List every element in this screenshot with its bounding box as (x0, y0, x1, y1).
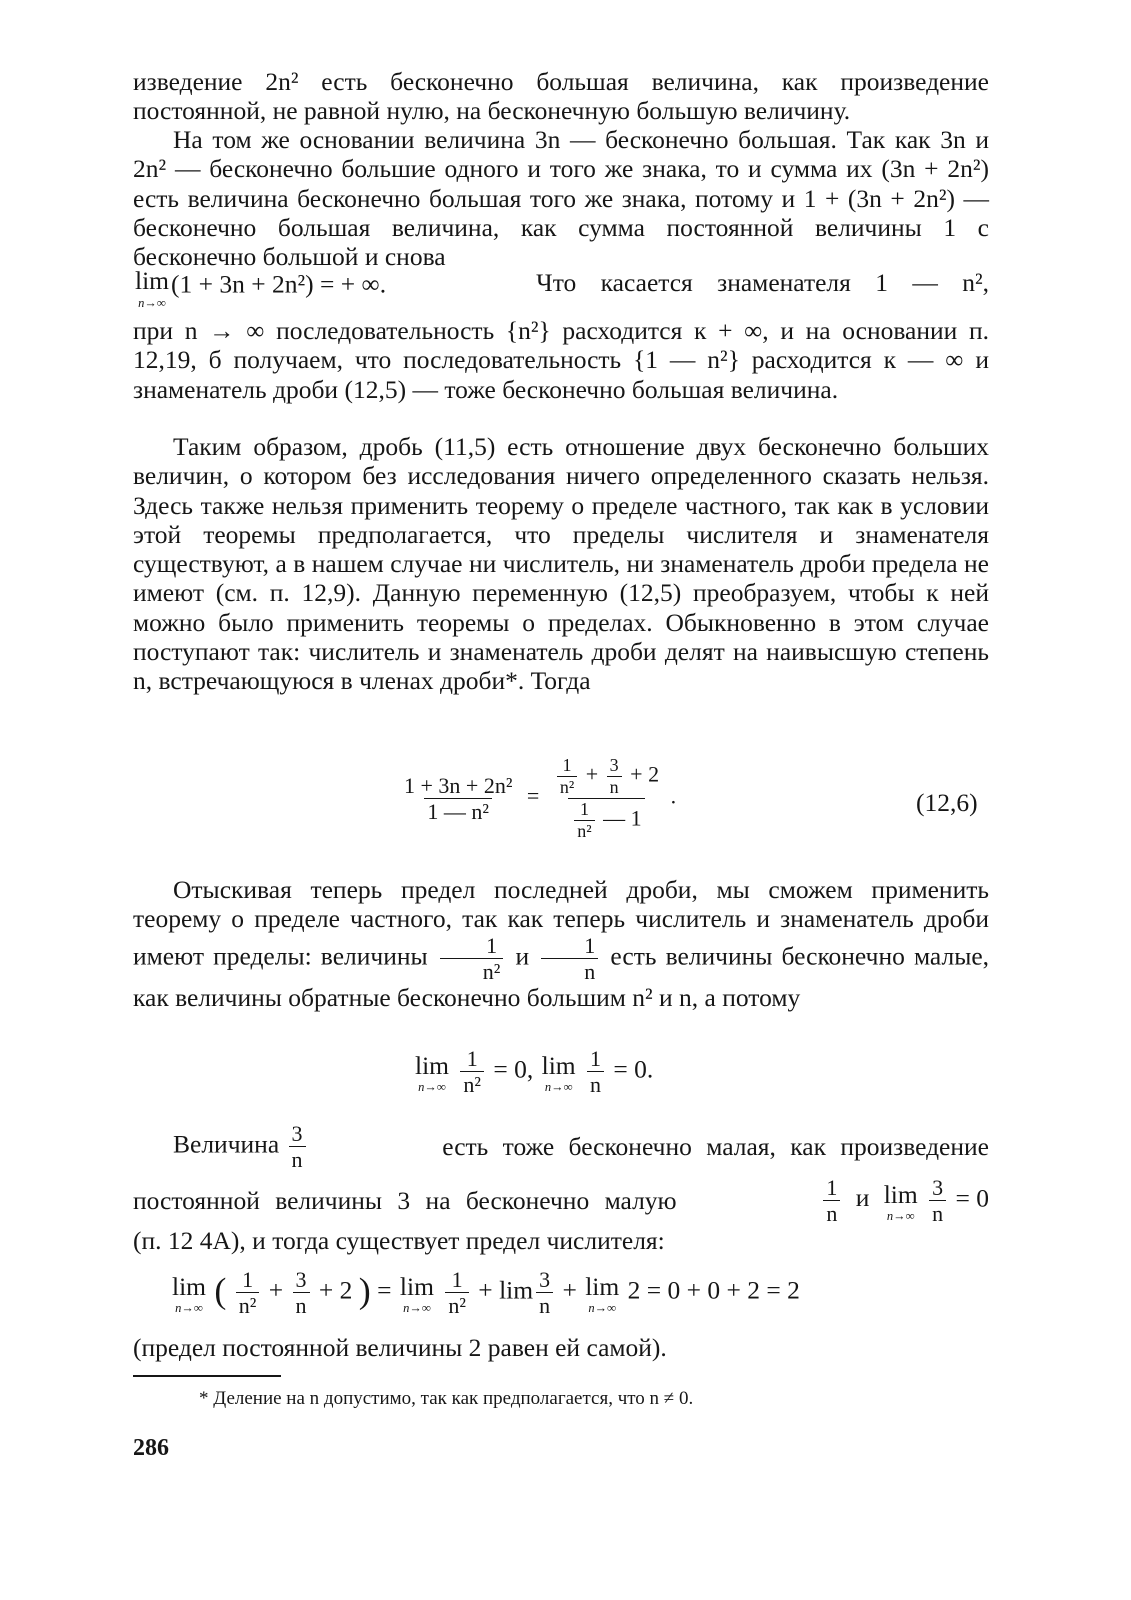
rhs-fraction: $\frac{1}{\text{n²}}$ + $\frac{3}{n}$ + 2 $\frac{1}{\text{n²}}$ — 1 (551, 756, 662, 841)
equation-label: (12,6) (916, 788, 978, 817)
paragraph-2a: На том же основании величина 3n — бесконечно большая. Так как 3n и 2n² — бесконечно большие одного и того же знака, то и сумма их (3n + 2n²) есть величина бесконечно большая того же знака, потому и 1 + (3n + 2n²) — бесконечно большая величина, как сумма постоянной величины 1 с бесконечно большой и снова (133, 125, 989, 272)
paragraph-5-line-2: постоянной величины 3 на бесконечно малую $\frac{1}{n}$ и lim n→∞ $\frac{3}{n}$ = 0 (133, 1175, 989, 1227)
footnote: * Деление на n допустимо, так как предполагается, что n ≠ 0. (199, 1388, 694, 1409)
paragraph-2b: при n → ∞ последовательность {n²} расходится к + ∞, и на основании п. 12,19, б получаем, что последовательность {1 — n²} расходится к — ∞ и знаменатель дроби (12,5) — тоже бесконечно большая величина. (133, 316, 989, 404)
equation-12-6: $\frac{\text{1 + 3n + 2n²}}{\text{1 — n²}}$ = $\frac{1}{\text{n²}}$ + $\frac{3}{n}$ + 2 $\frac{1}{\text{n²}}$ — 1 . (398, 756, 676, 841)
paragraph-6: (предел постоянной величины 2 равен ей самой). (133, 1333, 667, 1362)
paragraph-4: Отыскивая теперь предел последней дроби, мы сможем применить теорему о пределе частного, так как теперь числитель и знаменатель дроби имеют пределы: величины $\frac{1}{\text{n²}}$ и $\frac{1}{n}$ есть величины бесконечно малые, как величины обратные бесконечно большим n² и n, а потому (133, 875, 990, 1012)
page-number: 286 (133, 1435, 169, 1461)
equation-numerator-limit: lim n→∞ ( $\frac{1}{\text{n²}}$ + $\frac{3}{n}$ + 2 ) = lim n→∞ $\frac{1}{\text{n²}}$ + lim $\frac{3}{n}$ + lim n→∞ 2 = 0 + 0 + 2 = 2 (172, 1267, 800, 1319)
footnote-rule (133, 1375, 281, 1377)
limit-line-tail: Что касается знаменателя 1 — n², (536, 268, 989, 297)
fraction-1-over-n2: $\frac{1}{\text{n²}}$ (440, 934, 504, 983)
lim-operator: lim n→∞ (135, 266, 170, 310)
lhs-fraction: $\frac{\text{1 + 3n + 2n²}}{\text{1 — n²}}$ (404, 772, 513, 824)
paragraph-3: Таким образом, дробь (11,5) есть отношение двух бесконечно больших величин, о котором без исследования ничего определенного сказать нельзя. Здесь также нельзя применить теорему о пределе частного, так как в условии этой теоремы предполагается, что пределы числителя и знаменателя существуют, а в нашем случае ни числитель, ни знаменатель дроби предела не имеют (см. п. 12,9). Данную переменную (12,5) преобразуем, чтобы к ней можно было применить теоремы о пределах. Обыкновенно в этом случае поступают так: числитель и знаменатель дроби делят на наивысшую степень n, встречающуюся в членах дроби*. Тогда (133, 432, 989, 696)
paragraph-1: изведение 2n² есть бесконечно большая величина, как произведение постоянной, не равной нулю, на бесконечную большую величину. (133, 67, 989, 126)
limit-line (133, 268, 989, 309)
limit-expression-1: lim n→∞ (1 + 3n + 2n²) = + ∞. (135, 266, 387, 310)
paragraph-5-line-1: Величина $\frac{3}{n}$ есть тоже бесконечно малая, как произведение (173, 1121, 989, 1173)
fraction-1-over-n: $\frac{1}{n}$ (541, 934, 598, 983)
paragraph-5-line-3: (п. 12 4А), и тогда существует предел числителя: (133, 1226, 665, 1255)
equation-limits-zero: lim n→∞ $\frac{1}{\text{n²}}$ = 0, lim n→∞ $\frac{1}{n}$ = 0. (415, 1046, 654, 1098)
